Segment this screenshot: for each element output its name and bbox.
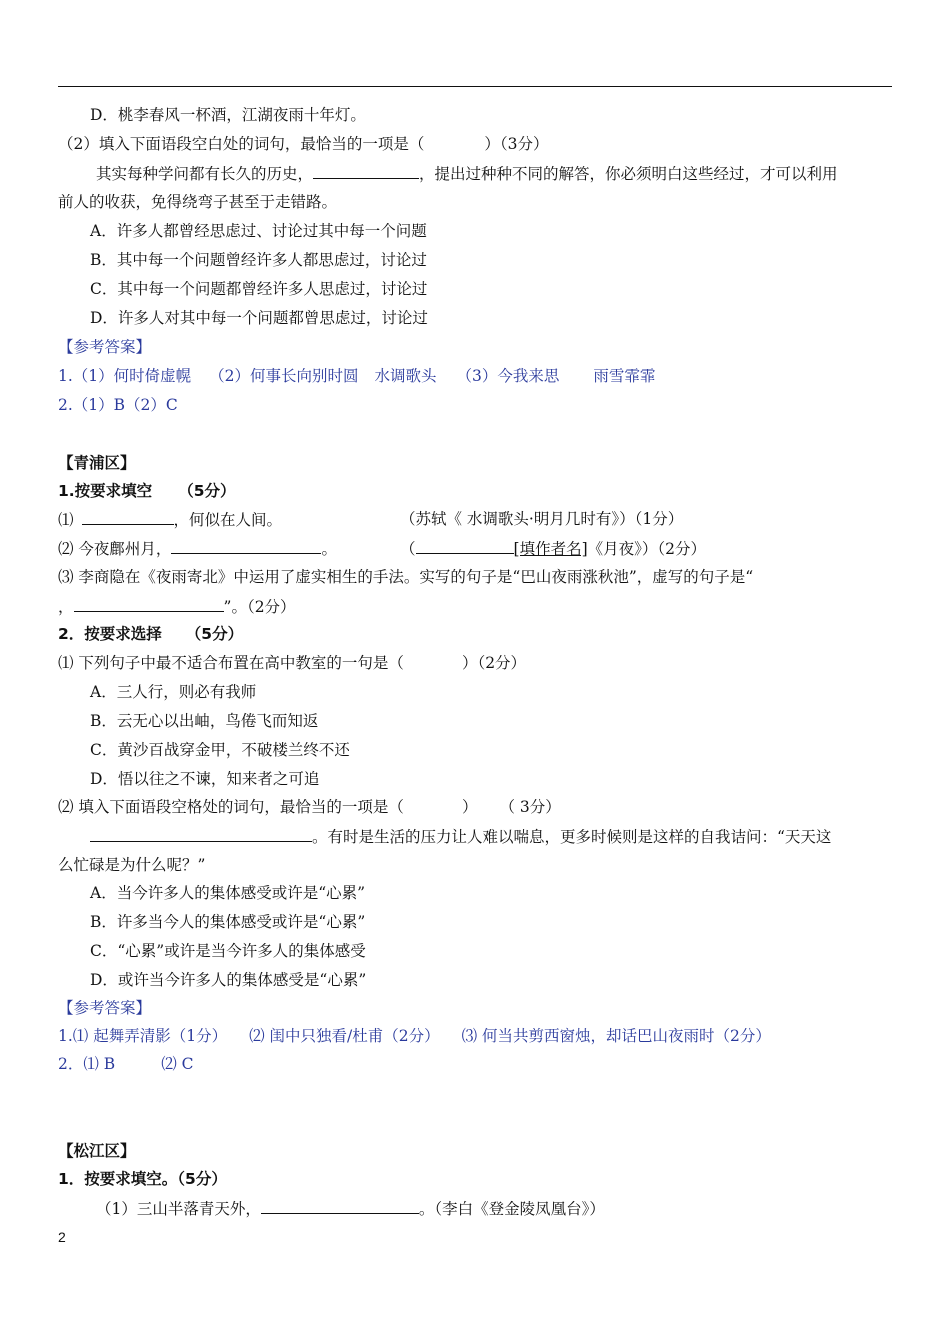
- section-title-songjiang: 【松江区】: [58, 1142, 136, 1160]
- author-hint: [填作者名]: [513, 540, 588, 558]
- option-a: A．许多人都曾经思虑过、讨论过其中每一个问题: [90, 222, 427, 240]
- option-a: A．当今许多人的集体感受或许是“心累”: [90, 884, 366, 902]
- passage-line-1: 其实每种学问都有长久的历史， ，提出过种种不同的解答，你必须明白这些经过，才可以利用: [96, 162, 838, 185]
- option-d: D．或许当今许多人的集体感受是“心累”: [90, 971, 367, 989]
- section-title-qingpu: 【青浦区】: [58, 454, 136, 472]
- header-rule: [58, 86, 892, 87]
- option-c: C．其中每一个问题都曾经许多人思虑过，讨论过: [90, 280, 428, 298]
- option-b: B．其中每一个问题曾经许多人都思虑过，讨论过: [90, 251, 427, 269]
- qingpu-q2-title: 2．按要求选择 （5分）: [58, 625, 244, 643]
- qingpu-fill-2-source: （ [填作者名]《月夜》）（2分）: [400, 537, 706, 560]
- question-2-stem: （2）填入下面语段空白处的词句，最恰当的一项是（ ）（3分）: [58, 135, 549, 153]
- fill-blank[interactable]: [313, 162, 419, 179]
- passage-line-2: 前人的收获，免得绕弯子甚至于走错路。: [58, 193, 338, 211]
- songjiang-q1-title: 1．按要求填空。（5分）: [58, 1170, 227, 1188]
- qingpu-answer-2: 2．⑴ B ⑵ C: [58, 1055, 194, 1073]
- option-d: D．悟以往之不谏，知来者之可追: [90, 770, 320, 788]
- qingpu-q1-title: 1.按要求填空 （5分）: [58, 482, 236, 500]
- option-b: B．许多当今人的集体感受或许是“心累”: [90, 913, 366, 931]
- fill-blank[interactable]: [90, 825, 312, 842]
- fill-blank[interactable]: [171, 537, 321, 554]
- qingpu-fill-1: ⑴ ，何似在人间。: [58, 508, 282, 531]
- qingpu-fill-3: ⑶ 李商隐在《夜雨寄北》中运用了虚实相生的手法。实写的句子是“巴山夜雨涨秋池”，虚写的句子是“: [58, 568, 754, 586]
- qingpu-fill-2: ⑵ 今夜鄜州月， 。: [58, 537, 337, 560]
- option-c: C．“心累”或许是当今许多人的集体感受: [90, 942, 366, 960]
- answer-1: 1.（1）何时倚虚幌 （2）何事长向别时圆 水调歌头 （3）今我来思 雨雪霏霏: [58, 367, 656, 385]
- option-d: D．许多人对其中每一个问题都曾思虑过，讨论过: [90, 309, 428, 327]
- qingpu-fill-3-cont: ， ”。（2分）: [58, 595, 296, 618]
- reference-answer-heading: 【参考答案】: [58, 999, 152, 1017]
- qingpu-fill-1-source: （苏轼《 水调歌头·明月几时有》）（1分）: [400, 510, 684, 528]
- qingpu-select-2-stem: ⑵ 填入下面语段空格处的词句，最恰当的一项是（ ） （ 3分）: [58, 798, 561, 816]
- qingpu-select-1-stem: ⑴ 下列句子中最不适合布置在高中教室的一句是（ ）（2分）: [58, 654, 527, 672]
- reference-answer-heading: 【参考答案】: [58, 338, 152, 356]
- fill-blank[interactable]: [416, 537, 514, 554]
- answer-2: 2.（1）B（2）C: [58, 396, 178, 414]
- songjiang-fill-1: （1）三山半落青天外， 。（李白《登金陵凤凰台》）: [96, 1197, 605, 1220]
- option-d-poem: D．桃李春风一杯酒，江湖夜雨十年灯。: [90, 106, 366, 124]
- fill-blank[interactable]: [82, 508, 174, 525]
- qingpu-answer-1: 1.⑴ 起舞弄清影（1分） ⑵ 闺中只独看/杜甫（2分） ⑶ 何当共剪西窗烛，却话巴山夜雨时（2分）: [58, 1027, 771, 1045]
- option-c: C．黄沙百战穿金甲，不破楼兰终不还: [90, 741, 350, 759]
- fill-blank[interactable]: [261, 1197, 419, 1214]
- page-number: 2: [58, 1229, 66, 1245]
- option-a: A．三人行，则必有我师: [90, 683, 257, 701]
- fill-blank[interactable]: [74, 595, 224, 612]
- option-b: B．云无心以出岫，鸟倦飞而知返: [90, 712, 319, 730]
- qingpu-select-2-passage: 。有时是生活的压力让人难以喘息，更多时候则是这样的自我诘问：“天天这: [90, 825, 831, 848]
- qingpu-select-2-passage-cont: 么忙碌是为什么呢？”: [58, 856, 206, 874]
